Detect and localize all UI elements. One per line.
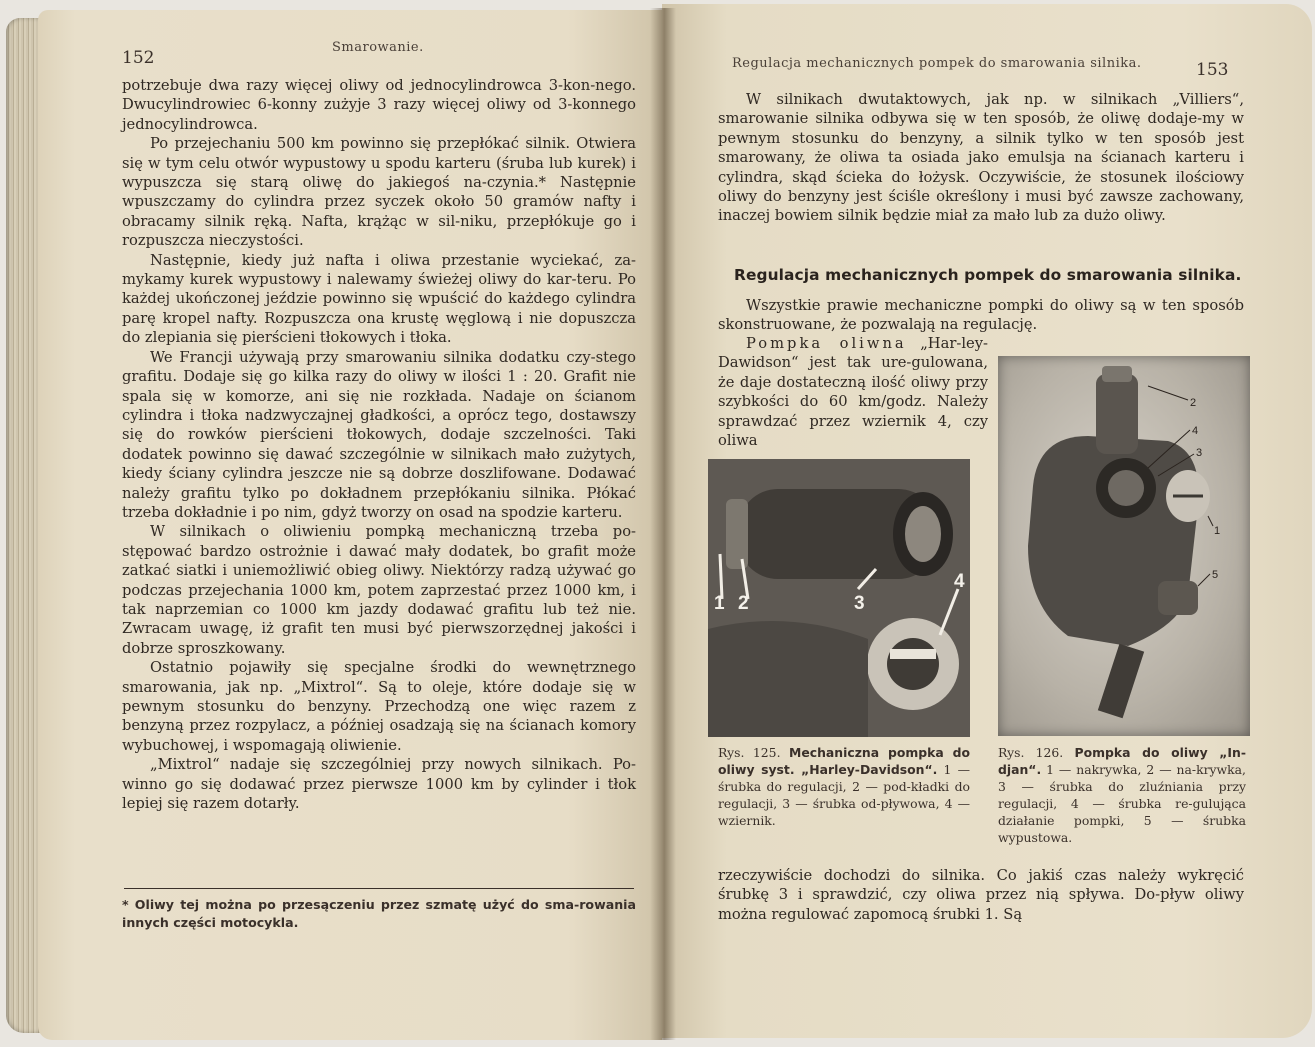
fig125-label-4: 4 <box>954 571 965 592</box>
footnote-rule <box>124 888 634 889</box>
fig126-caption-body: 1 — nakrywka, 2 — na-krywka, 3 — śrubka do zluźniania przy regulacji, 4 — śrubka re-gulująca działanie pompki, 5 — śrubka wypustowa. <box>998 762 1246 845</box>
paragraph: „Mixtrol“ nadaje się szczególniej przy nowych silnikach. Po-winno go się dodawać przez pierwsze 1000 km by cylinder i tłok lepiej się razem dotarły. <box>122 756 636 813</box>
paragraph: Wszystkie prawie mechaniczne pompki do oliwy są w ten sposób skonstruowane, że pozwalają na regulację. <box>718 297 1244 334</box>
left-body-text <box>122 76 636 813</box>
fig125-label-2: 2 <box>738 593 749 614</box>
fig125-label-3: 3 <box>854 593 865 614</box>
fig125-label-1: 1 <box>714 593 725 614</box>
pump-lead: Pompka oliwna <box>746 335 907 352</box>
fig126-label-3: 3 <box>1196 447 1203 459</box>
right-intro-text <box>718 90 1244 226</box>
footnote: * Oliwy tej można po przesączeniu przez szmatę użyć do sma-rowania innych części motocykla. <box>122 897 636 930</box>
figure-125-caption <box>718 744 970 829</box>
fig126-label-5: 5 <box>1212 569 1219 581</box>
harley-pump-illustration <box>708 459 970 737</box>
running-head-left: Smarowanie. <box>332 40 424 55</box>
section-heading: Regulacja mechanicznych pompek do smarowania silnika. <box>734 266 1242 284</box>
figure-125-image <box>708 459 970 737</box>
paragraph: Ostatnio pojawiły się specjalne środki do wewnętrznego smarowania, jak np. „Mixtrol“. Są to oleje, które dodaje się w pewnym stosunku do benzyny. Przechodzą one więc razem z benzyną przez rozpylacz, a później osadzają się na ścianach komory wybuchowej, i wspomagają oliwienie. <box>122 659 636 754</box>
right-page <box>662 4 1312 1038</box>
fig126-label-1: 1 <box>1214 525 1221 537</box>
fig126-caption-title: Pompka do oliwy „In-djan“. <box>998 745 1246 777</box>
fig126-caption-prefix: Rys. 126. <box>998 745 1064 760</box>
paragraph: W silnikach dwutaktowych, jak np. w silnikach „Villiers“, smarowanie silnika odbywa się w ten sposób, że oliwę dodaje-my w pewnym stosunku do benzyny, a silnik tylko w ten sposób jest smarowany, że oliwa ta osiada jako emulsja na ścianach karteru i cylindra, skąd ścieka do łożysk. Oczywiście, że stosunek ilościowy oliwy do benzyny jest ściśle określony i musi być zawsze zachowany, inaczej bowiem silnik będzie miał za mało lub za dużo oliwy. <box>718 91 1244 225</box>
fig125-caption-title: Mechaniczna pompka do oliwy syst. „Harley-Davidson“. <box>718 745 971 777</box>
left-page <box>38 10 662 1040</box>
figure-126-caption <box>998 744 1246 846</box>
pump-text: „Har-ley-Dawidson“ jest tak ure-gulowana, że daje dostateczną ilość oliwy przy szybkości do 60 km/godz. Należy sprawdzać przez wziernik 4, czy oliwa <box>718 335 989 450</box>
running-head-right: Regulacja mechanicznych pompek do smarowania silnika. <box>732 56 1142 71</box>
indian-pump-illustration <box>998 356 1250 736</box>
paragraph: potrzebuje dwa razy więcej oliwy od jednocylindrowca 3-kon-nego. Dwucylindrowiec 6-konny zużyje 3 razy więcej oliwy od 3-konnego jednocylindrowca. <box>122 77 636 133</box>
pump-paragraph <box>718 334 988 450</box>
right-closing-text <box>718 866 1244 924</box>
fig126-label-2: 2 <box>1190 397 1197 409</box>
paragraph: rzeczywiście dochodzi do silnika. Co jakiś czas należy wykręcić śrubkę 3 i sprawdzić, czy oliwa przez nią spływa. Do-pływ oliwy można regulować zapomocą śrubki 1. Są <box>718 867 1244 923</box>
paragraph: Po przejechaniu 500 km powinno się przepłókać silnik. Otwiera się w tym celu otwór wypustowy u spodu karteru (śruba lub kurek) i wypuszcza się starą oliwę do jakiegoś na-czynia.* Następnie wpuszczamy do cylindra przez syczek około 50 gramów nafty i obracamy silnik ręką. Nafta, krążąc w sil-niku, przepłókuje go i rozpuszcza nieczystości. <box>122 135 636 250</box>
fig126-label-4: 4 <box>1192 425 1199 437</box>
fig125-caption-body: 1 — śrubka do regulacji, 2 — pod-kładki do regulacji, 3 — śrubka od-pływowa, 4 — wziernik. <box>718 762 970 828</box>
paragraph: We Francji używają przy smarowaniu silnika dodatku czy-stego grafitu. Dodaje się go kilka razy do oliwy w ilości 1 : 20. Grafit nie spala się w komorze, ani się nie rozkłada. Nadaje on ścianom cylindra i tłoka nadzwyczajnej gładkości, a oprócz tego, dostawszy się do rowków pierścieni tłokowych, dodaje szczelności. Taki dodatek powinno się dawać szczególnie w silnikach mało zużytych, kiedy ściany cylindra jeszcze nie są dobrze doszlifowane. Dodawać należy grafitu tylko po dokładnem przepłókaniu silnika. Płókać trzeba dokładnie i po nim, gdyż tworzy on osad na spodzie karteru. <box>122 348 636 521</box>
fig125-caption-prefix: Rys. 125. <box>718 745 781 760</box>
section-intro <box>718 296 1244 335</box>
page-number-left: 152 <box>122 48 155 68</box>
paragraph: Następnie, kiedy już nafta i oliwa przestanie wyciekać, za-mykamy kurek wypustowy i nalewamy świeżej oliwy do kar-teru. Po każdej ukończonej jeździe powinno się wpuścić do każdego cylindra parę kropel nafty. Rozpuszcza ona krustę węglową i nie dopuszcza do zlepiania się pierścieni tłokowych i tłoka. <box>122 251 636 347</box>
paragraph: W silnikach o oliwieniu pompką mechaniczną trzeba po-stępować bardzo ostrożnie i dawać mały dodatek, bo grafit może zatkać siatki i uniemożliwić obieg oliwy. Niektórzy radzą używać go podczas przejechania 1000 km, potem zaprzestać przez 1000 km, i tak naprzemian co 1000 km jazdy dodawać grafitu lub też nie. Zwracam uwagę, iż grafit ten musi być pierwszorzędnej jakości i dobrze sproszkowany. <box>122 523 636 657</box>
page-number-right: 153 <box>1196 60 1229 80</box>
figure-126-image <box>998 356 1250 736</box>
